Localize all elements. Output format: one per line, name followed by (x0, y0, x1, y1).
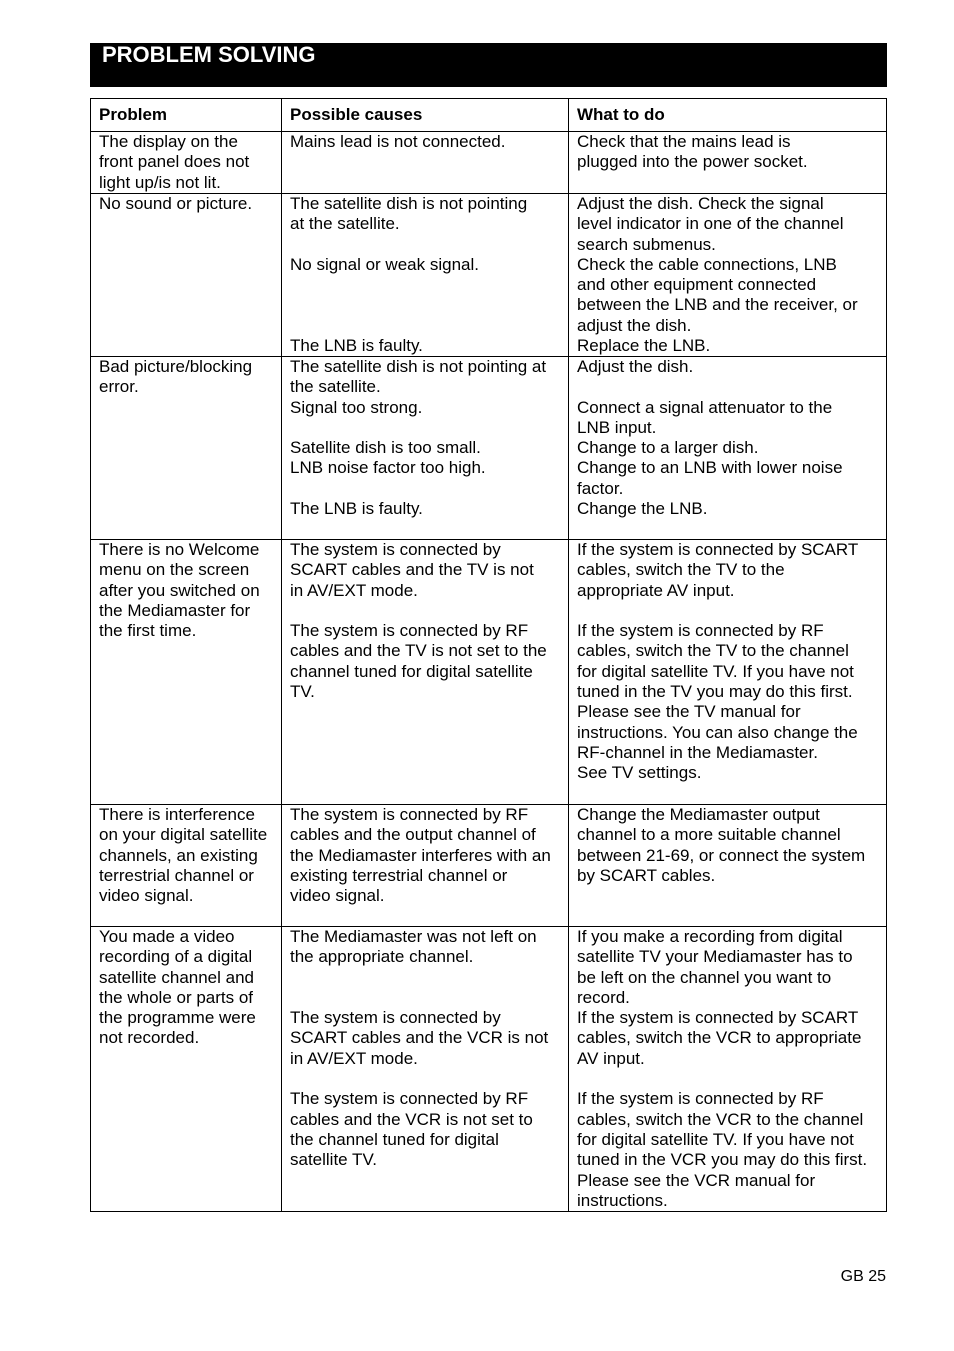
table-row (90, 356, 887, 539)
cell-text-line: cables and the VCR is not set to (290, 1109, 533, 1129)
cell-text-line: channel tuned for digital satellite (290, 661, 533, 681)
possible-causes-cell (281, 357, 568, 539)
cell-text-line: satellite TV your Mediamaster has to (577, 947, 853, 967)
cell-text-line: SCART cables and the TV is not (290, 560, 534, 580)
possible-causes-cell (281, 927, 568, 1211)
cell-text-line: Please see the VCR manual for (577, 1170, 816, 1190)
table-header-row (90, 98, 887, 131)
cell-text-line: tuned in the TV you may do this first. (577, 682, 853, 702)
what-to-do-cell (568, 194, 886, 356)
blank-line (577, 377, 886, 397)
cell-text-line: Replace the LNB. (577, 336, 711, 356)
cell-text-line: by SCART cables. (577, 865, 716, 885)
cell-text-line: The satellite dish is not pointing at (290, 357, 547, 376)
cell-text-line: adjust the dish. (577, 315, 692, 335)
cell-text-line: on your digital satellite (99, 825, 268, 845)
cell-text-line: cables, switch the VCR to the channel (577, 1109, 864, 1129)
cell-text-line: the programme were (99, 1008, 256, 1028)
section-title-bar (90, 43, 887, 87)
cell-text-line: in AV/EXT mode. (290, 580, 418, 600)
cell-text-line: No signal or weak signal. (290, 254, 479, 274)
table-row (90, 539, 887, 804)
section-title: PROBLEM SOLVING (102, 42, 316, 67)
cell-text-line: the Mediamaster for (99, 600, 251, 620)
what-to-do-cell (568, 805, 886, 926)
cell-text-line: cables and the TV is not set to the (290, 641, 547, 661)
table-row (90, 131, 887, 193)
problem-cell (91, 540, 281, 804)
cell-text-line: The LNB is faulty. (290, 499, 423, 519)
cell-text-line: Connect a signal attenuator to the (577, 397, 833, 417)
cell-text-line: LNB input. (577, 417, 657, 437)
header-problem: Problem (99, 105, 168, 124)
cell-text-line: error. (99, 377, 139, 397)
cell-text-line: satellite TV. (290, 1150, 377, 1170)
blank-line (290, 1069, 568, 1089)
cell-text-line: The display on the (99, 132, 238, 151)
cell-text-line: channels, an existing (99, 845, 258, 865)
cell-text-line: menu on the screen (99, 560, 250, 580)
table-row (90, 804, 887, 926)
possible-causes-cell (281, 132, 568, 193)
cell-text-line: the whole or parts of (99, 987, 254, 1007)
cell-text-line: Change to a larger dish. (577, 438, 759, 458)
cell-text-line: Satellite dish is too small. (290, 438, 481, 458)
cell-text-line: Mains lead is not connected. (290, 132, 506, 151)
blank-line (577, 601, 886, 621)
header-what-to-do: What to do (568, 99, 886, 131)
possible-causes-cell (281, 194, 568, 356)
cell-text-line: There is no Welcome (99, 540, 260, 559)
blank-line (290, 275, 568, 295)
cell-text-line: not recorded. (99, 1028, 200, 1048)
blank-line (290, 235, 568, 255)
cell-text-line: appropriate AV input. (577, 580, 735, 600)
cell-text-line: light up/is not lit. (99, 172, 221, 192)
cell-text-line: tuned in the VCR you may do this first. (577, 1150, 868, 1170)
cell-text-line: TV. (290, 682, 315, 702)
what-to-do-cell (568, 357, 886, 539)
cell-text-line: If the system is connected by SCART (577, 1008, 859, 1028)
what-to-do-cell (568, 132, 886, 193)
cell-text-line: Check that the mains lead is (577, 132, 791, 151)
problem-cell (91, 357, 281, 539)
cell-text-line: channel to a more suitable channel (577, 825, 841, 845)
cell-text-line: The system is connected by RF (290, 1089, 529, 1109)
cell-text-line: cables, switch the TV to the (577, 560, 785, 580)
cell-text-line: Adjust the dish. (577, 357, 694, 376)
cell-text-line: for digital satellite TV. If you have not (577, 1129, 854, 1149)
what-to-do-cell (568, 927, 886, 1211)
cell-text-line: be left on the channel you want to (577, 967, 832, 987)
cell-text-line: in AV/EXT mode. (290, 1048, 418, 1068)
cell-text-line: Adjust the dish. Check the signal (577, 194, 824, 213)
blank-line (290, 968, 568, 988)
cell-text-line: for digital satellite TV. If you have not (577, 661, 854, 681)
cell-text-line: existing terrestrial channel or (290, 865, 508, 885)
cell-text-line: If the system is connected by SCART (577, 540, 859, 559)
cell-text-line: Please see the TV manual for (577, 702, 801, 722)
what-to-do-cell (568, 540, 886, 804)
cell-text-line: level indicator in one of the channel (577, 214, 844, 234)
cell-text-line: See TV settings. (577, 763, 702, 783)
cell-text-line: front panel does not (99, 152, 250, 172)
cell-text-line: recording of a digital (99, 947, 253, 967)
page-number: GB 25 (840, 1268, 886, 1285)
cell-text-line: at the satellite. (290, 214, 400, 234)
blank-line (290, 418, 568, 438)
possible-causes-cell (281, 805, 568, 926)
cell-text-line: the satellite. (290, 377, 381, 397)
cell-text-line: instructions. (577, 1190, 668, 1210)
cell-text-line: after you switched on (99, 580, 260, 600)
cell-text-line: Bad picture/blocking (99, 357, 253, 376)
cell-text-line: If you make a recording from digital (577, 927, 843, 946)
cell-text-line: The Mediamaster was not left on (290, 927, 537, 946)
cell-text-line: the Mediamaster interferes with an (290, 845, 551, 865)
header-possible-causes: Possible causes (281, 99, 568, 131)
cell-text-line: The LNB is faulty. (290, 336, 423, 356)
cell-text-line: between the LNB and the receiver, or (577, 295, 858, 315)
cell-text-line: instructions. You can also change the (577, 722, 858, 742)
cell-text-line: RF-channel in the Mediamaster. (577, 742, 818, 762)
problem-cell (91, 927, 281, 1211)
cell-text-line: Signal too strong. (290, 397, 423, 417)
cell-text-line: plugged into the power socket. (577, 152, 808, 172)
cell-text-line: Check the cable connections, LNB (577, 254, 837, 274)
cell-text-line: satellite channel and (99, 967, 255, 987)
problem-cell (91, 194, 281, 356)
cell-text-line: the channel tuned for digital (290, 1129, 499, 1149)
cell-text-line: LNB noise factor too high. (290, 458, 486, 478)
cell-text-line: terrestrial channel or (99, 865, 254, 885)
cell-text-line: record. (577, 987, 630, 1007)
cell-text-line: the first time. (99, 621, 197, 641)
cell-text-line: You made a video (99, 927, 235, 946)
cell-text-line: No sound or picture. (99, 194, 253, 213)
blank-line (290, 479, 568, 499)
cell-text-line: The system is connected by (290, 540, 501, 559)
cell-text-line: The system is connected by RF (290, 621, 529, 641)
cell-text-line: Change to an LNB with lower noise (577, 458, 843, 478)
cell-text-line: SCART cables and the VCR is not (290, 1028, 549, 1048)
cell-text-line: If the system is connected by RF (577, 621, 824, 641)
possible-causes-cell (281, 540, 568, 804)
cell-text-line: search submenus. (577, 234, 716, 254)
cell-text-line: video signal. (290, 886, 385, 906)
problem-solving-table (90, 98, 887, 1212)
cell-text-line: The system is connected by RF (290, 805, 529, 824)
table-body (90, 131, 887, 1212)
cell-text-line: There is interference (99, 805, 255, 824)
cell-text-line: factor. (577, 478, 624, 498)
table-row (90, 193, 887, 356)
cell-text-line: cables and the output channel of (290, 825, 536, 845)
blank-line (290, 988, 568, 1008)
cell-text-line: cables, switch the TV to the channel (577, 641, 849, 661)
cell-text-line: The system is connected by (290, 1008, 501, 1028)
problem-cell (91, 805, 281, 926)
cell-text-line: AV input. (577, 1048, 645, 1068)
table-row (90, 926, 887, 1212)
cell-text-line: cables, switch the VCR to appropriate (577, 1028, 862, 1048)
cell-text-line: and other equipment connected (577, 275, 817, 295)
blank-line (290, 601, 568, 621)
cell-text-line: If the system is connected by RF (577, 1089, 824, 1109)
blank-line (290, 316, 568, 336)
blank-line (290, 295, 568, 315)
blank-line (577, 1069, 886, 1089)
cell-text-line: video signal. (99, 886, 194, 906)
cell-text-line: Change the LNB. (577, 499, 708, 519)
cell-text-line: Change the Mediamaster output (577, 805, 820, 824)
cell-text-line: between 21-69, or connect the system (577, 845, 866, 865)
problem-cell (91, 132, 281, 193)
cell-text-line: The satellite dish is not pointing (290, 194, 528, 213)
cell-text-line: the appropriate channel. (290, 947, 474, 967)
